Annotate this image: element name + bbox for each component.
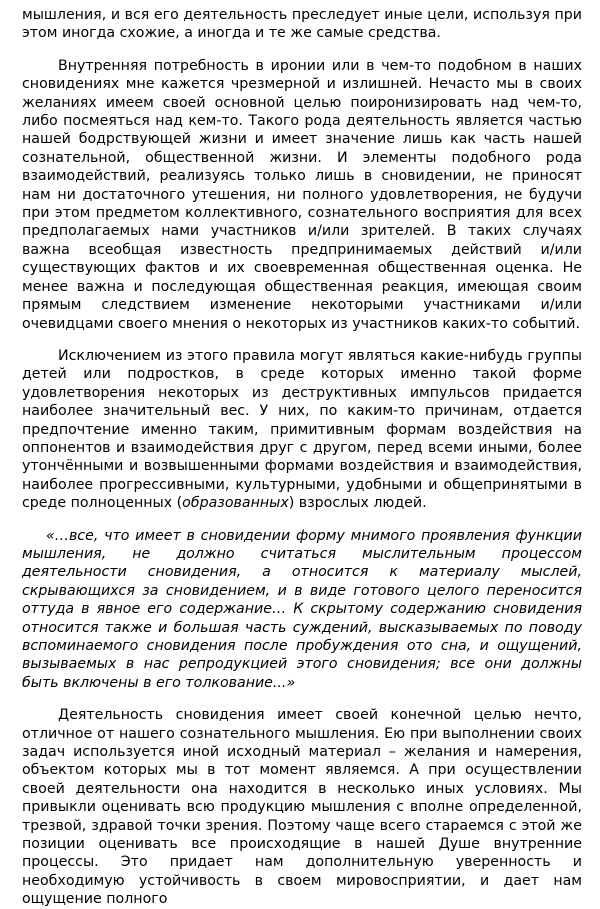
paragraph-gap — [22, 333, 582, 347]
paragraph-gap — [22, 692, 582, 706]
paragraph-gap — [22, 43, 582, 57]
paragraph-exception — [22, 347, 582, 513]
document-page — [22, 6, 582, 909]
emphasis-word: образованных — [182, 495, 289, 512]
paragraph-dream-activity: Деятельность сновидения имеет своей конечной целью нечто, отличное от нашего сознательного мышления. Ею при выполнении своих задач используется иной исходный материал – желания и намерения, объектом которых мы в тот момент являемся. А при осуществлении своей деятельности она находится в несколько иных условиях. Мы привыкли оценивать всю продукцию мышления с вполне определенной, трезвой, здравой точки зрения. Поэтому чаще всего стараемся с этой же позиции оценивать все происходящие в нашей Душе внутренние процессы. Это придает нам дополнительную уверенность и необходимую устойчивость в своем мировосприятии, и дает нам ощущение полного — [22, 707, 582, 908]
paragraph-gap — [22, 513, 582, 527]
paragraph-exception-end: ) взрослых людей. — [288, 495, 427, 512]
paragraph-irony: Внутренняя потребность в иронии или в чем-то подобном в наших сновидениях мне кажется чрезмерной и излишней. Нечасто мы в своих желаниях имеем своей основной целью поиронизировать над чем-то, либо посмеяться над кем-то. Такого рода деятельность является частью нашей бодрствующей жизни и имеет значение лишь как часть нашей сознательной, общественной жизни. И элементы подобного рода взаимодействий, реализуясь только лишь в сновидении, не приносят нам ни достаточного утешения, ни полного удовлетворения, не будучи при этом предметом коллективного, сознательного восприятия для всех предполагаемых нами участников и/или зрителей. В таких случаях важна всеобщая известность предпринимаемых действий и/или существующих фактов и их своевременная общественная оценка. Не менее важна и последующая общественная реакция, имеющая своим прямым следствием изменение некоторыми участниками и/или очевидцами своего мнения о некоторых из участников каких-то событий. — [22, 57, 582, 332]
paragraph-exception-text: Исключением из этого правила могут являться какие-нибудь группы детей или подростков, в среде которых именно такой форме удовлетворения некоторых из деструктивных импульсов придается наиболее значительный вес. У них, по каким-то причинам, отдается предпочтение именно таким, примитивным формам воздействия на оппонентов и взаимодействия друг с другом, перед всеми иными, более утончёнными и возвышенными формами воздействия и взаимодействия, наиболее прогрессивными, культурными, удобными и общепринятыми в среде полноценных ( — [22, 347, 582, 512]
paragraph-continuation: мышления, и вся его деятельность преследует иные цели, используя при этом иногда схожие, а иногда и те же самые средства. — [22, 7, 582, 42]
block-quote: «…все, что имеет в сновидении форму мнимого проявления функции мышления, не должно считаться мыслительным процессом деятельности сновидения, а относится к материалу мыслей, скрывающихся за сновидением, и в виде готового целого переносится оттуда в явное его содержание… К скрытому содержанию сновидения относится также и большая часть суждений, высказываемых по поводу вспоминаемого сновидения после пробуждения ото сна, и ощущений, вызываемых в нас репродукцией этого сновидения; все они должны быть включены в его толкование...» — [22, 527, 582, 691]
